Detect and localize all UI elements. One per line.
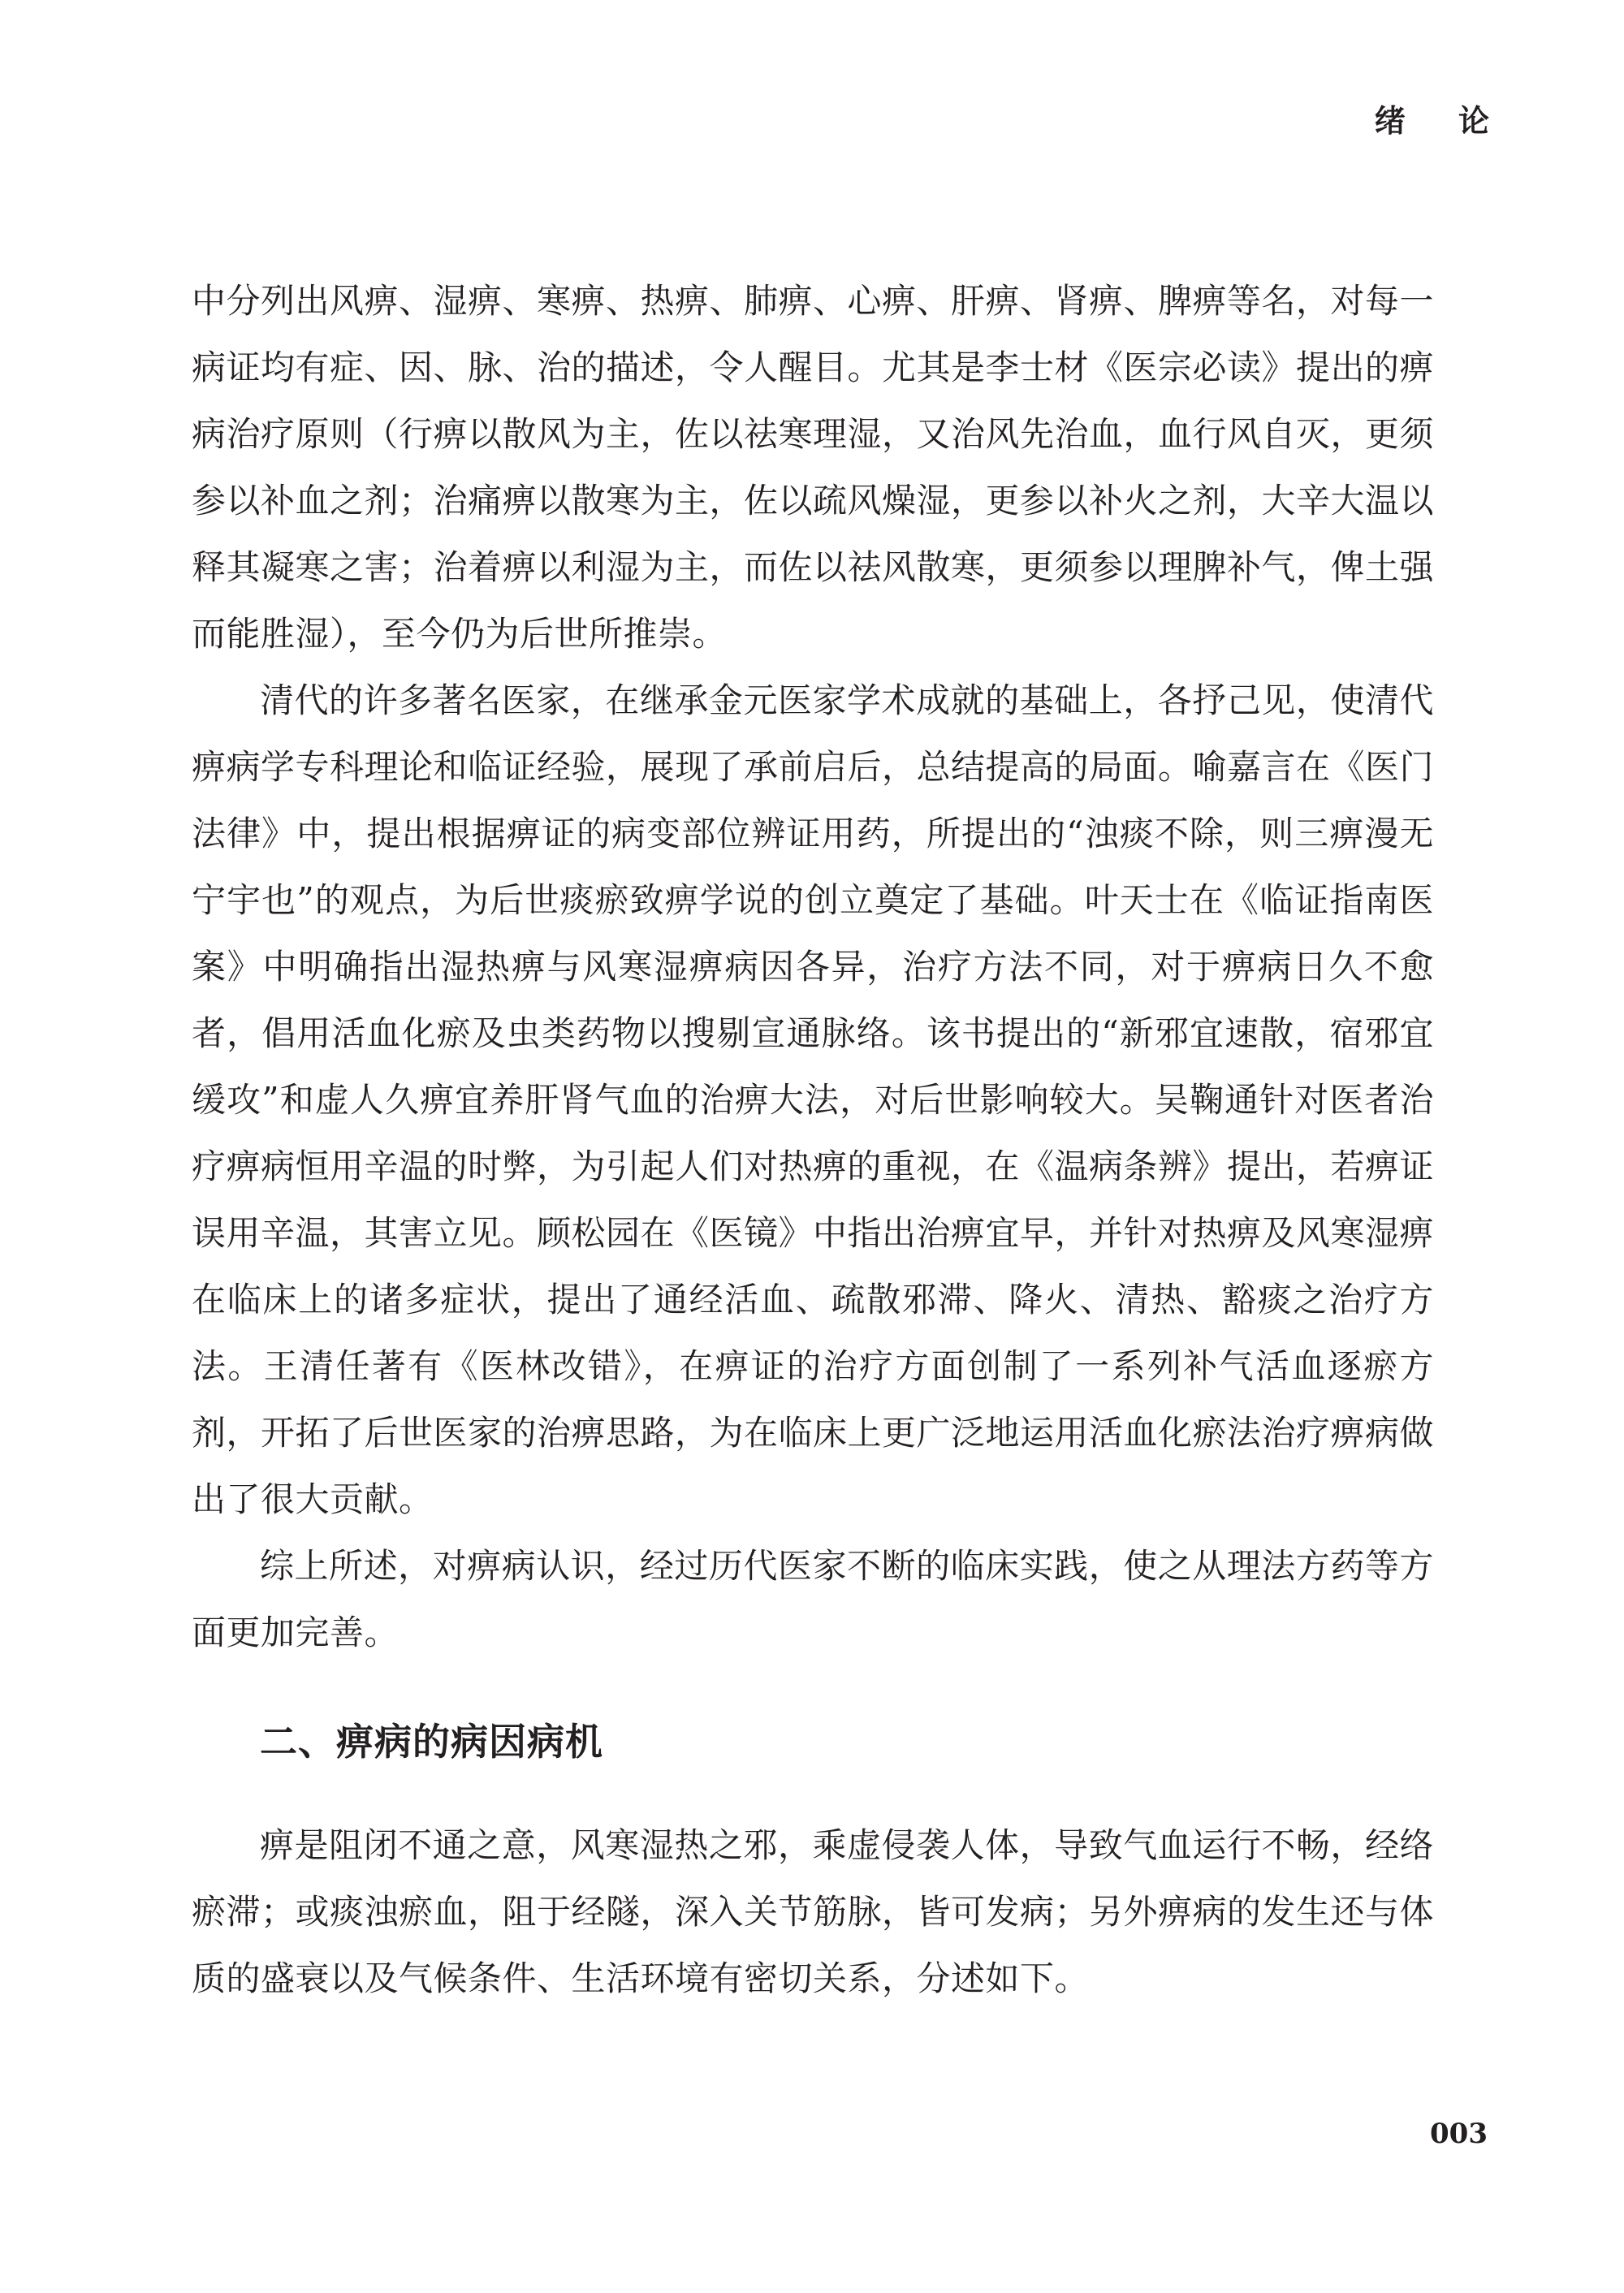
section-paragraph: 痹是阻闭不通之意，风寒湿热之邪，乘虚侵袭人体，导致气血运行不畅，经络瘀滞；或痰浊瘀血，阻于经隧，深入关节筋脉，皆可发病；另外痹病的发生还与体质的盛衰以及气候条件、生活环境有密切关系，分述如下。 (192, 1825, 1435, 1998)
body-paragraph-summary: 综上所述，对痹病认识，经过历代医家不断的临床实践，使之从理法方药等方面更加完善。 (192, 1546, 1434, 1652)
page-body (192, 268, 1434, 2012)
body-paragraph-continued: 中分列出风痹、湿痹、寒痹、热痹、肺痹、心痹、肝痹、肾痹、脾痹等名，对每一病证均有症、因、脉、治的描述，令人醒目。尤其是李士材《医宗必读》提出的痹病治疗原则（行痹以散风为主，佐以祛寒理湿，又治风先治血，血行风自灭，更须参以补血之剂；治痛痹以散寒为主，佐以疏风燥湿，更参以补火之剂，大辛大温以释其凝寒之害；治着痹以利湿为主，而佐以祛风散寒，更须参以理脾补气，俾土强而能胜湿），至今仍为后世所推崇。 (192, 281, 1435, 654)
body-paragraph-qing-dynasty: 清代的许多著名医家，在继承金元医家学术成就的基础上，各抒己见，使清代痹病学专科理论和临证经验，展现了承前启后，总结提高的局面。喻嘉言在《医门法律》中，提出根据痹证的病变部位辨证用药，所提出的“浊痰不除，则三痹漫无宁宇也”的观点，为后世痰瘀致痹学说的创立奠定了基础。叶天士在《临证指南医案》中明确指出湿热痹与风寒湿痹病因各异，治疗方法不同，对于痹病日久不愈者，倡用活血化瘀及虫类药物以搜剔宣通脉络。该书提出的“新邪宜速散，宿邪宜缓攻”和虚人久痹宜养肝肾气血的治痹大法，对后世影响较大。吴鞠通针对医者治疗痹病恒用辛温的时弊，为引起人们对热痹的重视，在《温病条辨》提出，若痹证误用辛温，其害立见。顾松园在《医镜》中指出治痹宜早，并针对热痹及风寒湿痹在临床上的诸多症状，提出了通经活血、疏散邪滞、降火、清热、豁痰之治疗方法。王清任著有《医林改错》，在痹证的治疗方面创制了一系列补气活血逐瘀方剂，开拓了后世医家的治痹思路，为在临床上更广泛地运用活血化瘀法治疗痹病做出了很大贡献。 (192, 680, 1435, 1519)
section-heading: 二、痹病的病因病机 (260, 1720, 603, 1764)
page-number: 003 (1430, 2118, 1488, 2150)
running-header-chapter-title: 绪 论 (1374, 103, 1510, 139)
